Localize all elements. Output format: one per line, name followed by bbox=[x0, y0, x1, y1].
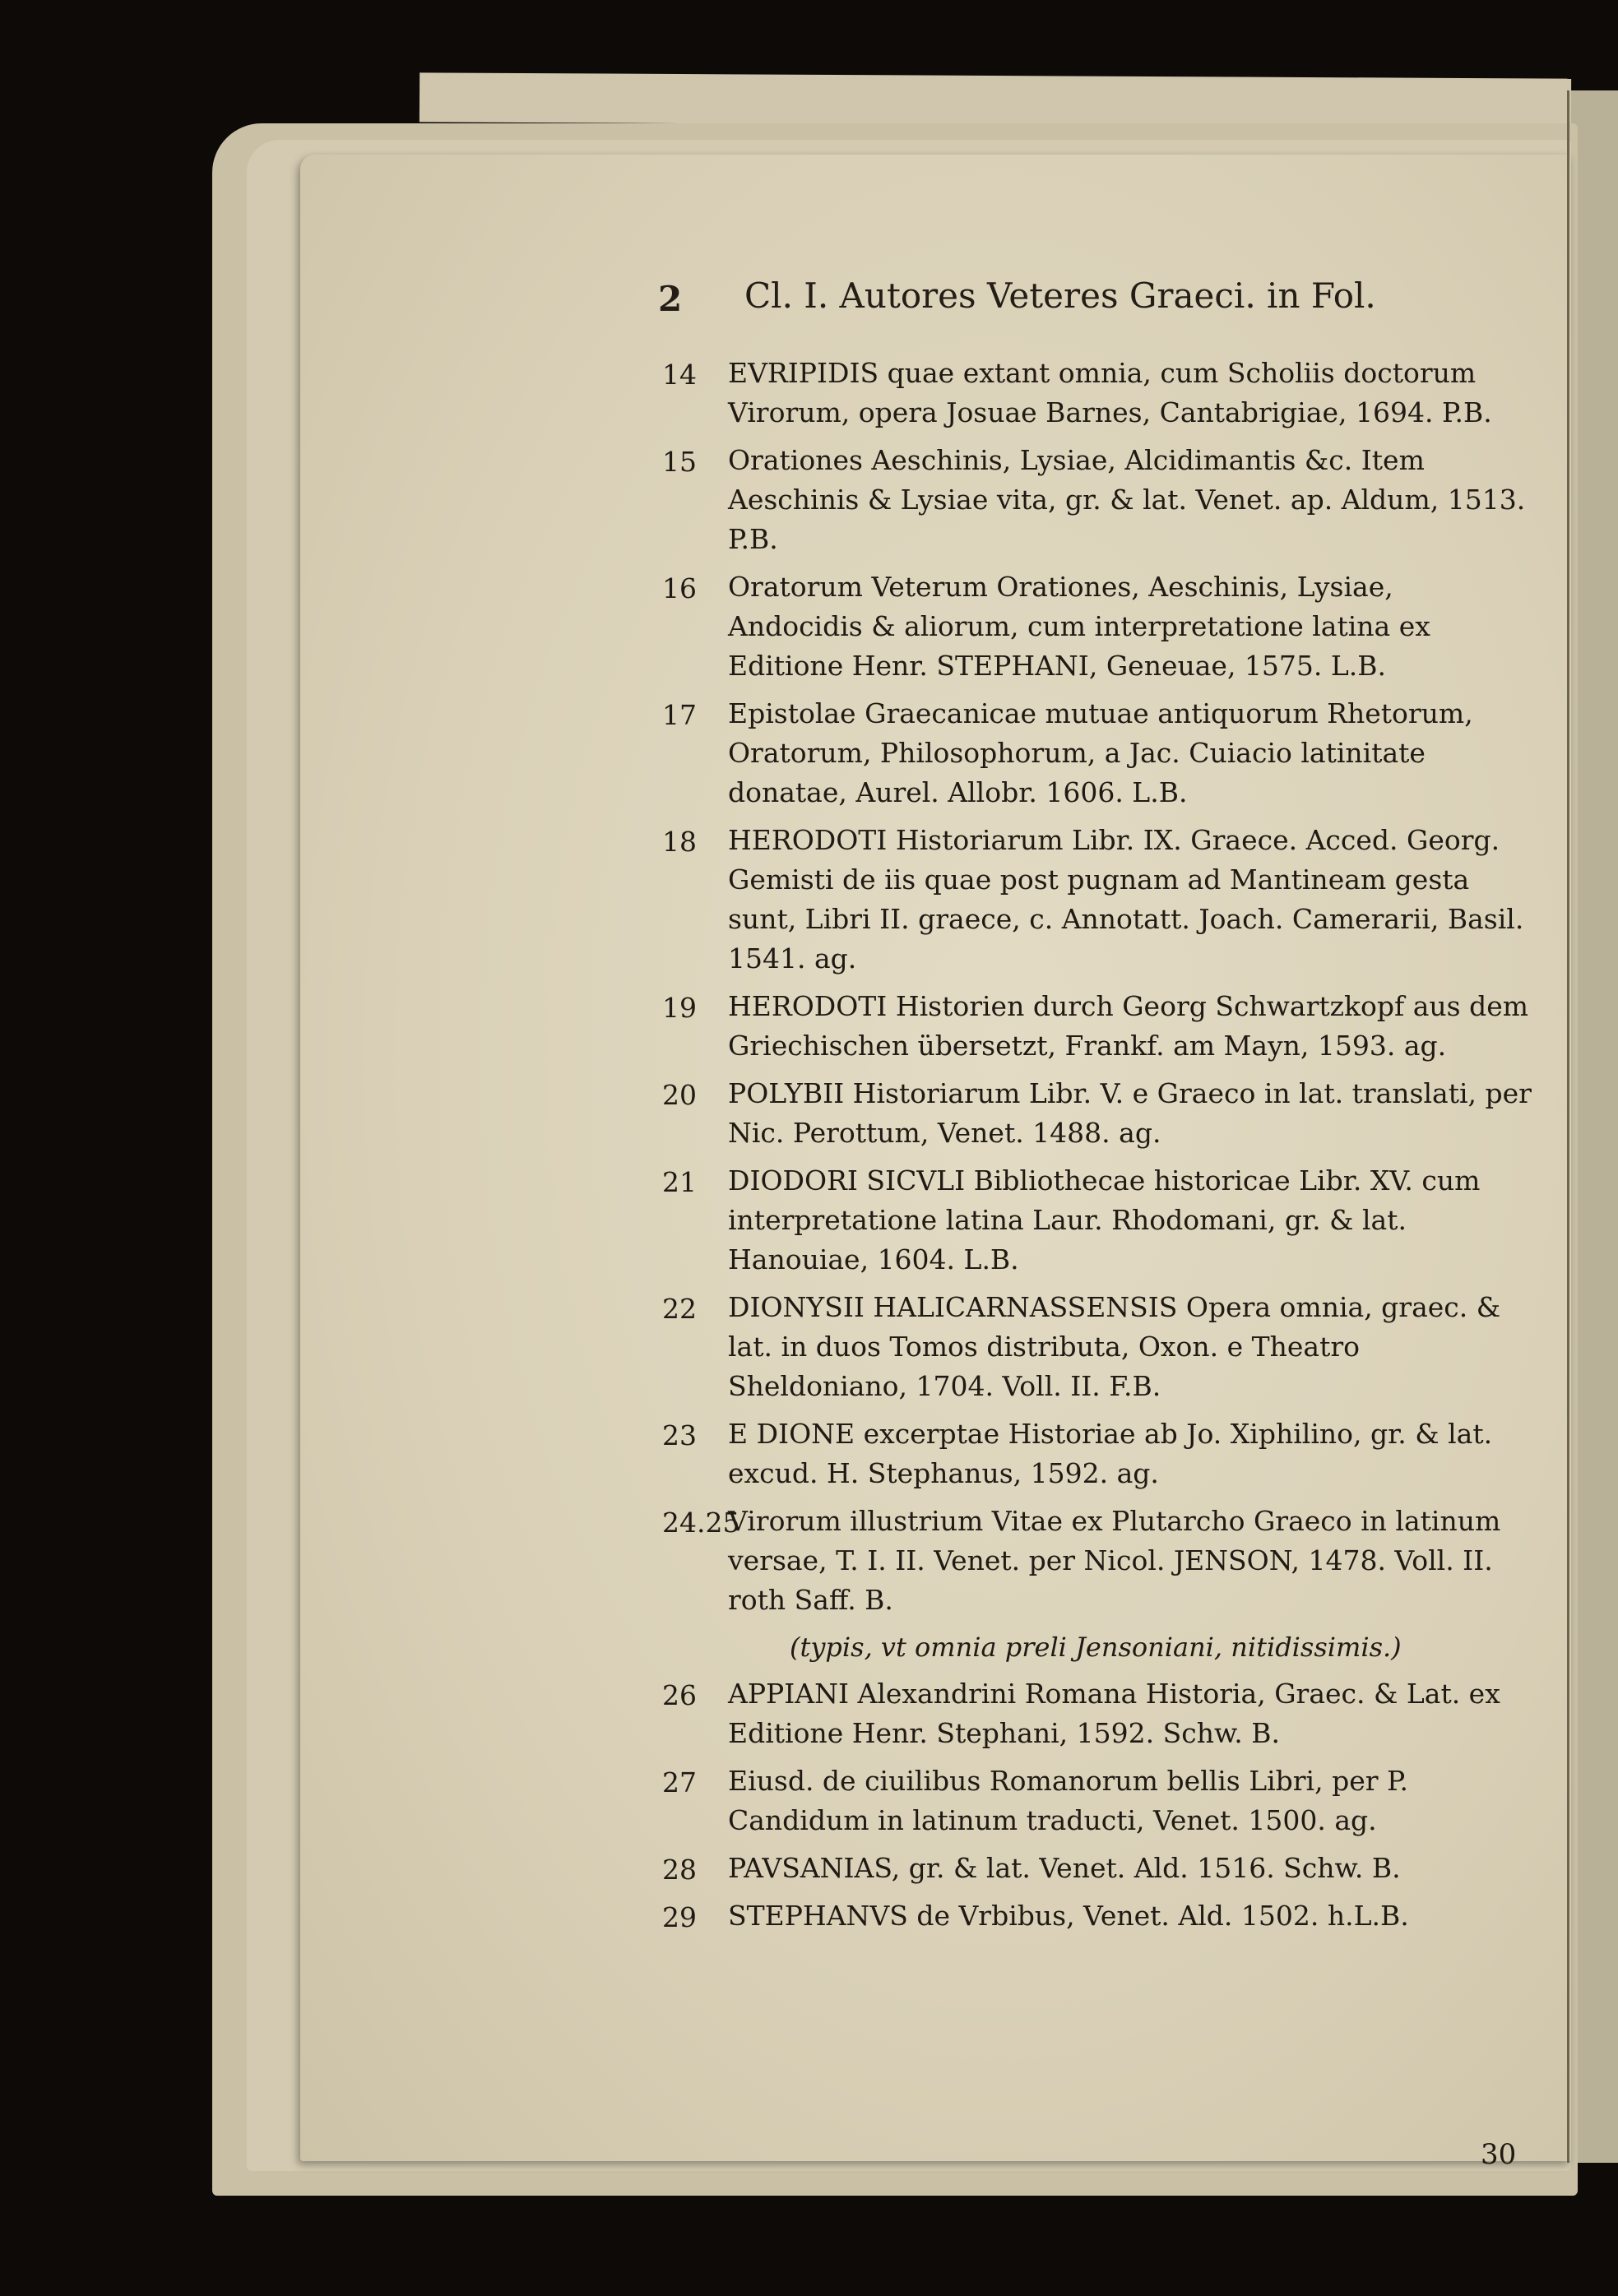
entry-text: PAVSANIAS, gr. & lat. Venet. Ald. 1516. Schw. B. bbox=[728, 1852, 1401, 1884]
entry-text: Oratorum Veterum Orationes, Aeschinis, Lysiae, Andocidis & aliorum, cum interpretatione latina ex Editione Henr. STEPHANI, Geneuae, 1575. L.B. bbox=[728, 571, 1430, 682]
entry-number: 21 bbox=[662, 1166, 697, 1198]
entry-number: 26 bbox=[662, 1679, 697, 1711]
entry-text: STEPHANVS de Vrbibus, Venet. Ald. 1502. h.L.B. bbox=[728, 1900, 1409, 1932]
catalog-entry bbox=[662, 1896, 1534, 1936]
entry-number: 17 bbox=[662, 699, 697, 731]
gutter-fold bbox=[1567, 90, 1569, 2163]
entry-note: (typis, vt omnia preli Jensoniani, nitidissimis.) bbox=[790, 1632, 1402, 1663]
entry-text: EVRIPIDIS quae extant omnia, cum Scholiis doctorum Virorum, opera Josuae Barnes, Cantabrigiae, 1694. P.B. bbox=[728, 357, 1492, 428]
entry-number: 24.25 bbox=[662, 1507, 740, 1539]
entry-text: HERODOTI Historiarum Libr. IX. Graece. Acced. Georg. Gemisti de iis quae post pugnam ad Mantineam gesta sunt, Libri II. graece, c. Annotatt. Joach. Camerarii, Basil. 1541. ag. bbox=[728, 824, 1524, 974]
catchword: 30 bbox=[1481, 2138, 1517, 2171]
catalog-entry bbox=[662, 821, 1534, 979]
catalog-entry bbox=[662, 1414, 1534, 1493]
entry-number: 28 bbox=[662, 1854, 697, 1886]
catalog-entry bbox=[662, 694, 1534, 812]
entry-text: E DIONE excerptae Historiae ab Jo. Xiphilino, gr. & lat. excud. H. Stephanus, 1592. ag. bbox=[728, 1418, 1493, 1489]
entry-number: 29 bbox=[662, 1901, 697, 1933]
catalog-entry bbox=[662, 1849, 1534, 1888]
entry-text: APPIANI Alexandrini Romana Historia, Graec. & Lat. ex Editione Henr. Stephani, 1592. Schw. B. bbox=[728, 1678, 1500, 1749]
catalog-entry bbox=[662, 354, 1534, 433]
catalog-entries bbox=[662, 354, 1534, 1944]
sheet-edge-top bbox=[420, 72, 1571, 127]
page-header bbox=[658, 275, 1398, 325]
entry-text: DIONYSII HALICARNASSENSIS Opera omnia, graec. & lat. in duos Tomos distributa, Oxon. e Theatro Sheldoniano, 1704. Voll. II. F.B. bbox=[728, 1291, 1501, 1402]
catalog-entry bbox=[662, 1502, 1534, 1620]
entry-text: DIODORI SICVLI Bibliothecae historicae Libr. XV. cum interpretatione latina Laur. Rhodomani, gr. & lat. Hanouiae, 1604. L.B. bbox=[728, 1164, 1481, 1275]
entry-number: 22 bbox=[662, 1293, 697, 1325]
entry-number: 19 bbox=[662, 992, 697, 1024]
running-head: Cl. I. Autores Veteres Graeci. in Fol. bbox=[744, 275, 1376, 316]
entry-text: Orationes Aeschinis, Lysiae, Alcidimantis &c. Item Aeschinis & Lysiae vita, gr. & lat. Venet. ap. Aldum, 1513. P.B. bbox=[728, 444, 1526, 555]
entry-number: 14 bbox=[662, 359, 697, 391]
catalog-entry bbox=[662, 987, 1534, 1066]
entry-number: 23 bbox=[662, 1419, 697, 1451]
page-number: 2 bbox=[658, 279, 683, 319]
entry-number: 20 bbox=[662, 1079, 697, 1111]
catalog-entry bbox=[662, 1288, 1534, 1406]
entry-text: POLYBII Historiarum Libr. V. e Graeco in lat. translati, per Nic. Perottum, Venet. 1488. ag. bbox=[728, 1077, 1532, 1149]
catalog-entry bbox=[662, 441, 1534, 559]
catalog-entry bbox=[662, 1674, 1534, 1753]
entry-number: 18 bbox=[662, 826, 697, 858]
entry-number: 16 bbox=[662, 572, 697, 604]
entry-number: 15 bbox=[662, 446, 697, 478]
catalog-entry bbox=[662, 1161, 1534, 1280]
entry-number: 27 bbox=[662, 1766, 697, 1798]
catalog-entry bbox=[662, 1074, 1534, 1153]
entry-text: Virorum illustrium Vitae ex Plutarcho Graeco in latinum versae, T. I. II. Venet. per Nicol. JENSON, 1478. Voll. II. roth Saff. B. bbox=[728, 1505, 1501, 1616]
catalog-entry bbox=[662, 1761, 1534, 1840]
catalog-entry bbox=[662, 567, 1534, 686]
entry-text: HERODOTI Historien durch Georg Schwartzkopf aus dem Griechischen übersetzt, Frankf. am Mayn, 1593. ag. bbox=[728, 990, 1529, 1062]
entry-text: Epistolae Graecanicae mutuae antiquorum Rhetorum, Oratorum, Philosophorum, a Jac. Cuiacio latinitate donatae, Aurel. Allobr. 1606. L.B. bbox=[728, 697, 1473, 808]
entry-text: Eiusd. de ciuilibus Romanorum bellis Libri, per P. Candidum in latinum traducti, Venet. 1500. ag. bbox=[728, 1765, 1409, 1836]
